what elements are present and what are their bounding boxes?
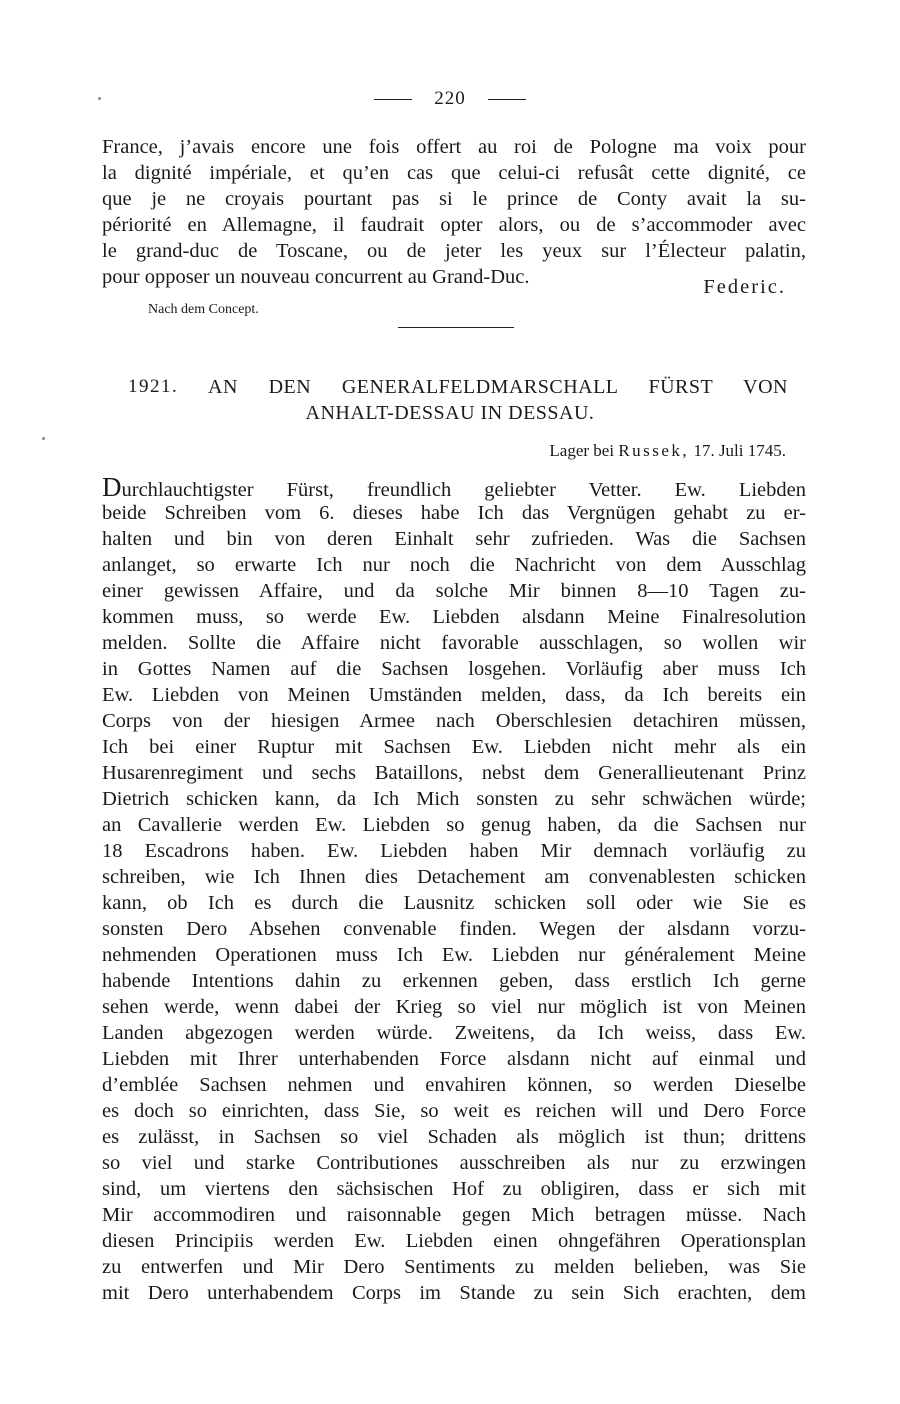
text-line: le grand-duc de Toscane, ou de jeter les yeux sur l’Électeur palatin, — [102, 240, 806, 262]
text-line: so viel und starke Contributiones ausschreiben als nur zu erzwingen — [102, 1152, 806, 1174]
letter-date: 17. Juli 1745. — [693, 441, 786, 460]
header-dash-left — [374, 99, 412, 100]
text-line: d’emblée Sachsen nehmen und envahiren können, so werden Dieselbe — [102, 1074, 806, 1096]
text-line: in Gottes Namen auf die Sachsen losgehen. Vorläufig aber muss Ich — [102, 658, 806, 680]
text-line: es zulässt, in Sachsen so viel Schaden als möglich ist thun; drittens — [102, 1126, 806, 1148]
letter-number: 1921. — [128, 376, 179, 397]
text-line: habende Intentions dahin zu erkennen geben, dass erstlich Ich gerne — [102, 970, 806, 992]
text-line: Corps von der hiesigen Armee nach Oberschlesien detachiren müssen, — [102, 710, 806, 732]
letter-title-line1: AN DEN GENERALFELDMARSCHALL FÜRST VON — [208, 376, 788, 398]
text-line: sonsten Dero Absehen convenable finden. Wegen der alsdann vorzu- — [102, 918, 806, 940]
text-line: Husarenregiment und sechs Bataillons, nebst dem Generallieutenant Prinz — [102, 762, 806, 784]
text-line: beide Schreiben vom 6. dieses habe Ich das Vergnügen gehabt zu er- — [102, 502, 806, 524]
text-line: anlanget, so erwarte Ich nur noch die Nachricht von dem Ausschlag — [102, 554, 806, 576]
text-line: Mir accommodiren und raisonnable gegen Mich betragen müsse. Nach — [102, 1204, 806, 1226]
text-line: que je ne croyais pourtant pas si le prince de Conty avait la su- — [102, 188, 806, 210]
drop-cap: D — [102, 472, 122, 502]
text-line: sehen werde, wenn dabei der Krieg so viel nur möglich ist von Meinen — [102, 996, 806, 1018]
signature: Federic. — [703, 276, 786, 298]
first-line-text: urchlauchtigster Fürst, freundlich geliebter Vetter. Ew. Liebden — [121, 479, 806, 501]
header-dash-right — [488, 99, 526, 100]
text-line: diesen Principiis werden Ew. Liebden einen ohngefähren Operationsplan — [102, 1230, 806, 1252]
text-line: schreiben, wie Ich Ihnen dies Detachement am convenablesten schicken — [102, 866, 806, 888]
text-line: melden. Sollte die Affaire nicht favorable ausschlagen, so wollen wir — [102, 632, 806, 654]
page-number: 220 — [434, 88, 466, 109]
section-divider — [398, 327, 514, 328]
text-line: an Cavallerie werden Ew. Liebden so genug haben, da die Sachsen nur — [102, 814, 806, 836]
text-line: 18 Escadrons haben. Ew. Liebden haben Mir demnach vorläufig zu — [102, 840, 806, 862]
text-line: France, j’avais encore une fois offert au roi de Pologne ma voix pour — [102, 136, 806, 158]
scan-speck — [42, 437, 45, 440]
text-line: Ich bei einer Ruptur mit Sachsen Ew. Liebden nicht mehr als ein — [102, 736, 806, 758]
text-line — [102, 474, 806, 503]
letter-title-line2: ANHALT-DESSAU IN DESSAU. — [305, 402, 595, 424]
text-line: sind, um viertens den sächsischen Hof zu obligiren, dass er sich mit — [102, 1178, 806, 1200]
text-line: Liebden mit Ihrer unterhabenden Force alsdann nicht auf einmal und — [102, 1048, 806, 1070]
text-line: kommen muss, so werde Ew. Liebden alsdann Meine Finalresolution — [102, 606, 806, 628]
text-line: la dignité impériale, et qu’en cas que celui-ci refusât cette dignité, ce — [102, 162, 806, 184]
source-note: Nach dem Concept. — [148, 302, 259, 317]
text-line: einer gewissen Affaire, und da solche Mir binnen 8—10 Tagen zu- — [102, 580, 806, 602]
text-line: zu entwerfen und Mir Dero Sentiments zu melden belieben, was Sie — [102, 1256, 806, 1278]
place-name: Russek, — [618, 441, 690, 460]
text-line: pour opposer un nouveau concurrent au Grand-Duc. — [102, 266, 530, 288]
dateline — [549, 441, 786, 461]
text-line: es doch so einrichten, dass Sie, so weit es reichen will und Dero Force — [102, 1100, 806, 1122]
text-line: Dietrich schicken kann, da Ich Mich sonsten zu sehr schwächen würde; — [102, 788, 806, 810]
text-line: Landen abgezogen werden würde. Zweitens, da Ich weiss, dass Ew. — [102, 1022, 806, 1044]
text-line: nehmenden Operationen muss Ich Ew. Liebden nur généralement Meine — [102, 944, 806, 966]
page-header — [0, 88, 900, 110]
text-line: kann, ob Ich es durch die Lausnitz schicken soll oder wie Sie es — [102, 892, 806, 914]
text-line: périorité en Allemagne, il faudrait opter alors, ou de s’accommoder avec — [102, 214, 806, 236]
place-prefix: Lager bei — [549, 441, 615, 460]
text-line: Ew. Liebden von Meinen Umständen melden, dass, da Ich bereits ein — [102, 684, 806, 706]
text-line: mit Dero unterhabendem Corps im Stande zu sein Sich erachten, dem — [102, 1282, 806, 1304]
text-line: halten und bin von deren Einhalt sehr zufrieden. Was die Sachsen — [102, 528, 806, 550]
